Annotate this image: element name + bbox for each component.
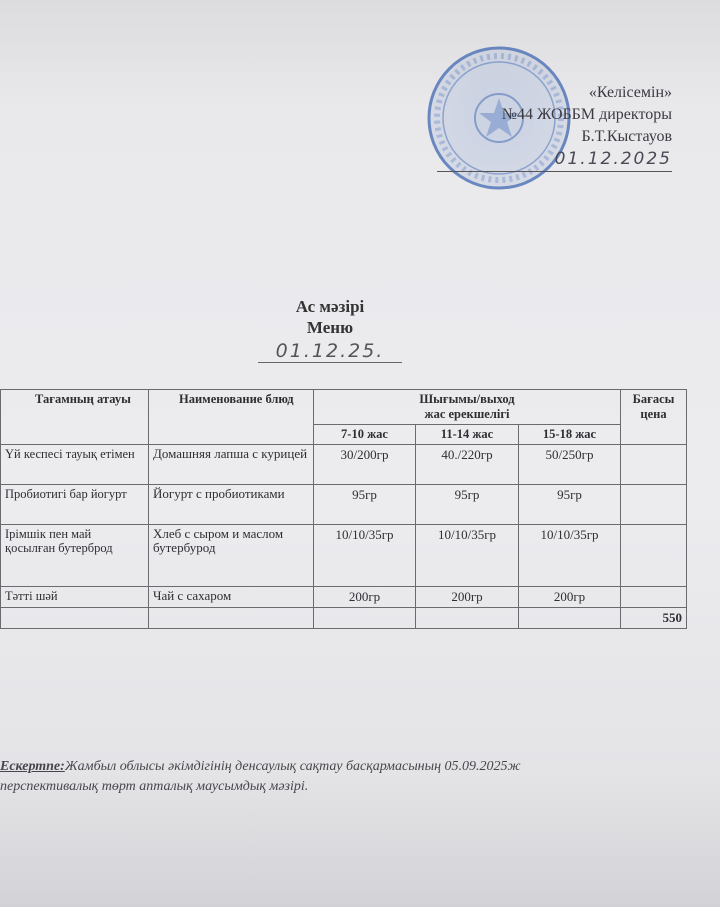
portion-15-18: 95гр [519,485,621,525]
portion-11-14: 200гр [416,587,519,608]
header-name-kk: Тағамның атауы [1,390,149,445]
dish-name-kk: Ірімшік пен май қосылған бутерброд [1,525,149,587]
portion-7-10: 30/200гр [314,445,416,485]
header-age-15-18: 15-18 жас [519,425,621,445]
approval-block [437,82,672,172]
footnote-label: Ескертпе: [0,759,65,774]
footnote-text-1: Жамбыл облысы әкімдігінің денсаулық сақтау басқармасының 05.09.2025ж [64,759,521,774]
empty-cell [519,608,621,629]
portion-15-18: 50/250гр [519,445,621,485]
empty-cell [149,608,314,629]
dish-name-ru: Домашняя лапша с курицей [149,445,314,485]
total-price: 550 [621,608,687,629]
table-row [1,587,687,608]
portion-15-18: 200гр [519,587,621,608]
menu-date: 01.12.25. [258,340,402,363]
table-row [1,445,687,485]
dish-price [621,445,687,485]
portion-7-10: 200гр [314,587,416,608]
footnote-line2: перспективалық төрт апталық маусымдық мәзірі. [0,779,309,794]
menu-title-kazakh: Ас мәзірі [295,297,365,316]
approval-director-name: Б.Т.Кыстауов [581,128,672,145]
header-age-11-14: 11-14 жас [416,425,519,445]
dish-price [621,525,687,587]
table-total-row [1,608,687,629]
portion-7-10: 10/10/35гр [314,525,416,587]
table-row [1,525,687,587]
header-output-line1: Шығымы/выход [419,392,515,406]
portion-11-14: 10/10/35гр [416,525,519,587]
portion-7-10: 95гр [314,485,416,525]
dish-name-kk: Үй кеспесі тауық етімен [1,445,149,485]
empty-cell [416,608,519,629]
dish-name-ru: Чай с сахаром [149,587,314,608]
dish-price [621,485,687,525]
table-row [1,485,687,525]
header-age-7-10: 7-10 жас [314,425,416,445]
empty-cell [314,608,416,629]
footnote [0,757,690,797]
header-output [314,390,621,425]
table-header-row [1,390,687,425]
header-output-line2: жас ерекшелігі [424,407,510,421]
empty-cell [1,608,149,629]
menu-title-russian: Меню [306,318,354,337]
menu-title [230,296,430,338]
dish-name-ru: Йогурт с пробиотиками [149,485,314,525]
menu-table [0,389,687,629]
footnote-line1 [0,757,690,777]
dish-name-ru: Хлеб с сыром и маслом бутербурод [149,525,314,587]
portion-11-14: 95гр [416,485,519,525]
dish-price [621,587,687,608]
approval-heading: «Келісемін» [588,84,672,101]
header-price: Бағасы цена [621,390,687,445]
portion-15-18: 10/10/35гр [519,525,621,587]
dish-name-kk: Пробиотигі бар йогурт [1,485,149,525]
approval-position: №44 ЖОББМ директоры [501,106,672,123]
dish-name-kk: Тәтті шәй [1,587,149,608]
portion-11-14: 40./220гр [416,445,519,485]
approval-date: 01.12.2025 [437,148,672,172]
header-name-ru: Наименование блюд [149,390,314,445]
